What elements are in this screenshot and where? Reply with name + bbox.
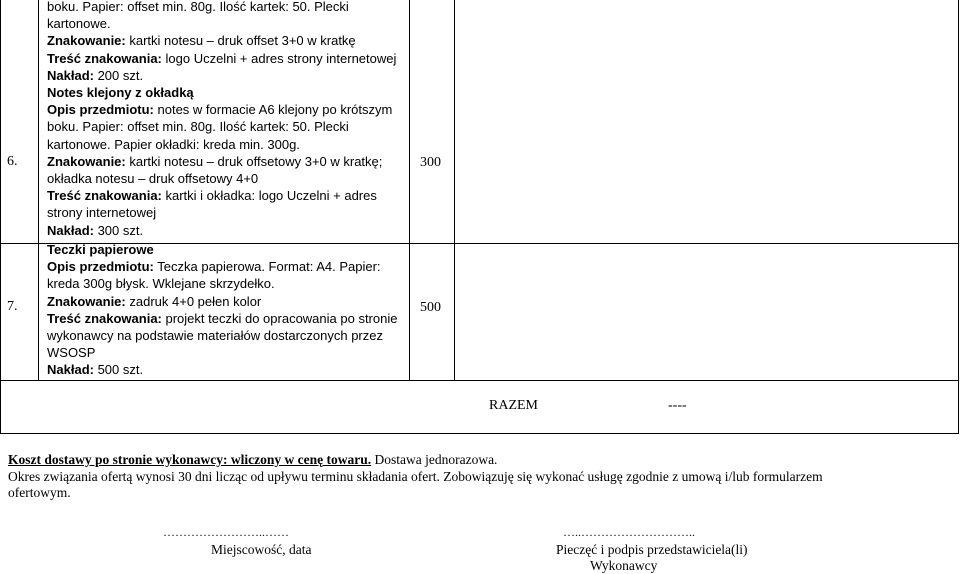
- content-text: logo Uczelni + adres strony internetowej: [161, 50, 397, 66]
- item2-content-2: strony internetowej: [47, 205, 157, 221]
- item1-line-b: kartonowe.: [47, 16, 111, 32]
- item2-desc-1: [47, 101, 409, 118]
- signature-label-2: Wykonawcy: [590, 558, 658, 573]
- item2-desc-3: kartonowe. Papier okładki: kreda min. 300g.: [47, 136, 300, 152]
- row6-quantity: 300: [420, 155, 441, 170]
- desc-label: Opis przedmiotu:: [47, 102, 154, 118]
- offer-validity: [8, 469, 953, 501]
- item3-content-1: [47, 310, 409, 327]
- table-border-qty: [454, 0, 455, 380]
- content-label: Treść znakowania:: [47, 310, 162, 326]
- row7-description: [47, 241, 409, 379]
- marking-label: Znakowanie:: [47, 293, 126, 309]
- item2-volume: [47, 222, 409, 239]
- table-border-desc: [409, 0, 410, 380]
- row-number-7: 7.: [7, 299, 18, 314]
- marking-text: kartki notesu – druk offset 3+0 w kratkę: [125, 33, 356, 49]
- table-border-num: [38, 0, 39, 380]
- content-label: Treść znakowania:: [47, 188, 162, 204]
- item1-volume: [47, 67, 409, 84]
- total-value: ----: [668, 398, 687, 413]
- volume-label: Nakład:: [47, 362, 94, 378]
- item3-volume: [47, 361, 409, 378]
- volume-text: 500 szt.: [93, 362, 144, 378]
- delivery-note: [8, 452, 497, 468]
- marking-text: zadruk 4+0 pełen kolor: [125, 293, 262, 309]
- item1-line-a: boku. Papier: offset min. 80g. Ilość kartek: 50. Plecki: [47, 0, 349, 14]
- item3-content-2: wykonawcy na podstawie materiałów dostarczonych przez: [47, 328, 383, 344]
- desc-label: Opis przedmiotu:: [47, 259, 154, 275]
- item3-marking: [47, 293, 409, 310]
- volume-label: Nakład:: [47, 67, 94, 83]
- validity-line-2: ofertowym.: [8, 485, 71, 500]
- place-date-label: Miejscowość, data: [211, 542, 312, 557]
- content-text: projekt teczki do opracowania po stronie: [161, 310, 398, 326]
- table-border-left: [0, 0, 1, 433]
- total-label: RAZEM: [489, 398, 538, 413]
- item2-marking-1: [47, 153, 409, 170]
- item3-desc-1: [47, 258, 409, 275]
- content-label: Treść znakowania:: [47, 50, 162, 66]
- row7-quantity: 500: [420, 300, 441, 315]
- desc-text: Teczka papierowa. Format: A4. Papier:: [153, 259, 381, 275]
- row6-description: [47, 0, 409, 239]
- volume-text: 200 szt.: [93, 67, 144, 83]
- item2-marking-2: okładka notesu – druk offsetowy 4+0: [47, 171, 259, 187]
- table-border-right: [958, 0, 959, 433]
- item3-desc-2: kreda 300g błysk. Wklejane skrzydełko.: [47, 276, 275, 292]
- table-border-bottom: [0, 433, 959, 434]
- marking-text: kartki notesu – druk offsetowy 3+0 w kratkę;: [125, 153, 383, 169]
- signature-dots: …..………………………..: [563, 525, 695, 539]
- row-divider-7-total: [0, 380, 959, 381]
- content-text: kartki i okładka: logo Uczelni + adres: [161, 188, 377, 204]
- item2-content-1: [47, 187, 409, 204]
- item1-marking: [47, 32, 409, 49]
- volume-text: 300 szt.: [93, 222, 144, 238]
- marking-label: Znakowanie:: [47, 33, 126, 49]
- item2-title: Notes klejony z okładką: [47, 85, 194, 101]
- place-date-dots: ……………………..……: [163, 525, 289, 539]
- delivery-type: Dostawa jednorazowa.: [371, 452, 498, 467]
- item3-content-3: WSOSP: [47, 345, 96, 361]
- marking-label: Znakowanie:: [47, 153, 126, 169]
- signature-label-1: Pieczęć i podpis przedstawiciela(li): [556, 542, 748, 557]
- item1-content: [47, 50, 409, 67]
- row-number-6: 6.: [7, 154, 18, 169]
- desc-text: notes w formacie A6 klejony po krótszym: [153, 102, 393, 118]
- validity-line-1: Okres związania ofertą wynosi 30 dni licząc od upływu terminu składania ofert. Zobowiązuję się wykonać usługę zgodnie z umową i/lub formularzem: [8, 469, 823, 484]
- delivery-cost: Koszt dostawy po stronie wykonawcy: wliczony w cenę towaru.: [8, 452, 372, 467]
- item2-desc-2: boku. Papier: offset min. 80g. Ilość kartek: 50. Plecki: [47, 119, 349, 135]
- item3-title: Teczki papierowe: [47, 242, 154, 257]
- volume-label: Nakład:: [47, 222, 94, 238]
